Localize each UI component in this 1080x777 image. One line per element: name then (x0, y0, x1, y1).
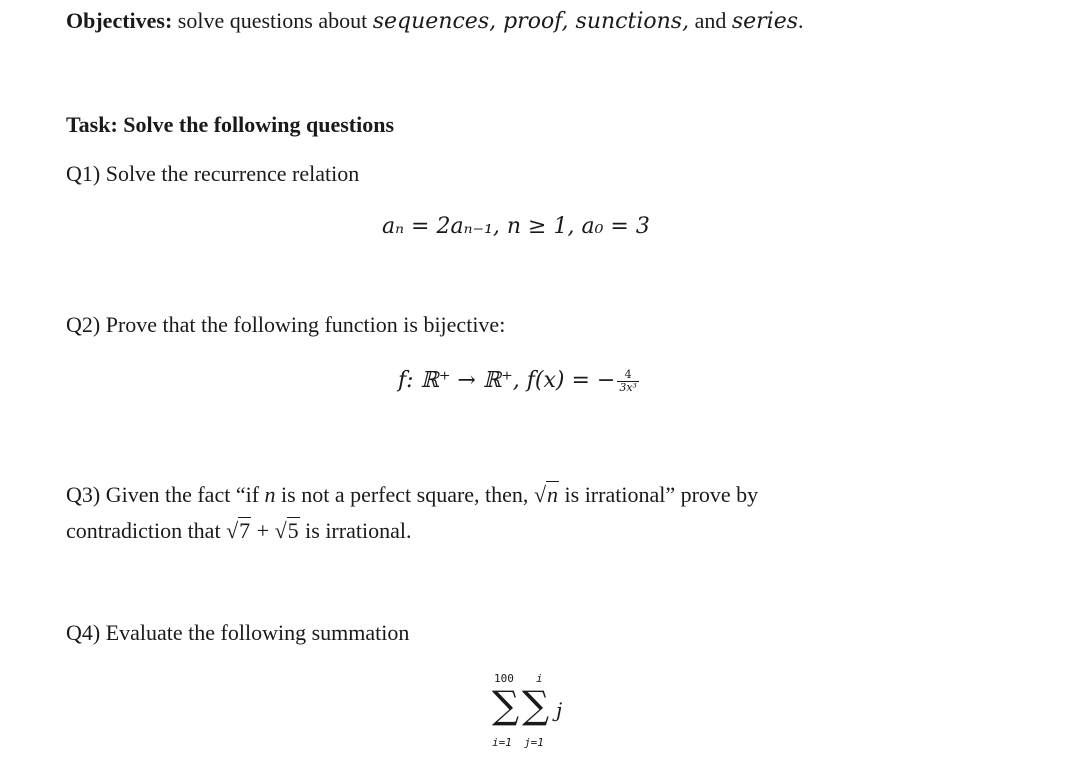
q3-sqrt-n-radicand: n (547, 482, 559, 507)
objectives-topics: sequences, proof, sunctions, (372, 9, 690, 34)
inner-lower-limit: j=1 (524, 736, 544, 749)
objectives-line (66, 8, 804, 34)
q3-line1-pre: Q3) Given the fact “if (66, 482, 265, 507)
q2-equation-left: f: ℝ⁺ → ℝ⁺, f(x) = − (398, 368, 616, 393)
q2-fraction-denominator: 3x³ (619, 380, 637, 394)
task-heading: Task: Solve the following questions (66, 112, 395, 137)
outer-sigma-icon: ∑ (492, 683, 520, 727)
q3-line1-n: n (264, 482, 276, 507)
q3-line2-plus: + (251, 518, 275, 543)
q3-sqrt-7 (226, 517, 251, 543)
objectives-period: . (798, 8, 804, 33)
q3-sqrt-n (534, 481, 559, 507)
q3-sqrt-7-radicand: 7 (239, 518, 251, 543)
q3-line-1 (66, 482, 758, 508)
inner-upper-limit: i (536, 672, 543, 685)
q1-equation: aₙ = 2aₙ₋₁, n ≥ 1, a₀ = 3 (382, 214, 650, 239)
q4-prompt: Q4) Evaluate the following summation (66, 620, 410, 645)
q4-summation (492, 672, 612, 772)
q3-line1-post: is irrational” prove by (559, 482, 759, 507)
q1-prompt: Q1) Solve the recurrence relation (66, 161, 360, 186)
outer-lower-limit: i=1 (492, 736, 512, 749)
sqrt-symbol-icon: √ (274, 518, 287, 543)
q2-prompt: Q2) Prove that the following function is bijective: (66, 312, 506, 337)
q2-equation (398, 368, 639, 394)
q3-sqrt-5 (275, 517, 300, 543)
q2-fraction (617, 369, 639, 394)
objectives-text: solve questions about (172, 8, 373, 33)
q3-line2-post: is irrational. (299, 518, 412, 543)
objectives-label: Objectives: (66, 8, 173, 33)
q3-sqrt-5-radicand: 5 (287, 518, 299, 543)
sqrt-symbol-icon: √ (533, 482, 547, 507)
q3-line-2 (66, 518, 411, 544)
q2-fraction-numerator: 4 (617, 369, 639, 382)
objectives-last-topic: series (731, 9, 798, 34)
q3-line1-mid: is not a perfect square, then, (275, 482, 534, 507)
inner-sigma-icon: ∑ (522, 683, 550, 727)
objectives-and: and (689, 8, 732, 33)
q3-line2-pre: contradiction that (66, 518, 227, 543)
summand: j (556, 698, 563, 722)
outer-upper-limit: 100 (494, 672, 514, 685)
sqrt-symbol-icon: √ (226, 518, 239, 543)
